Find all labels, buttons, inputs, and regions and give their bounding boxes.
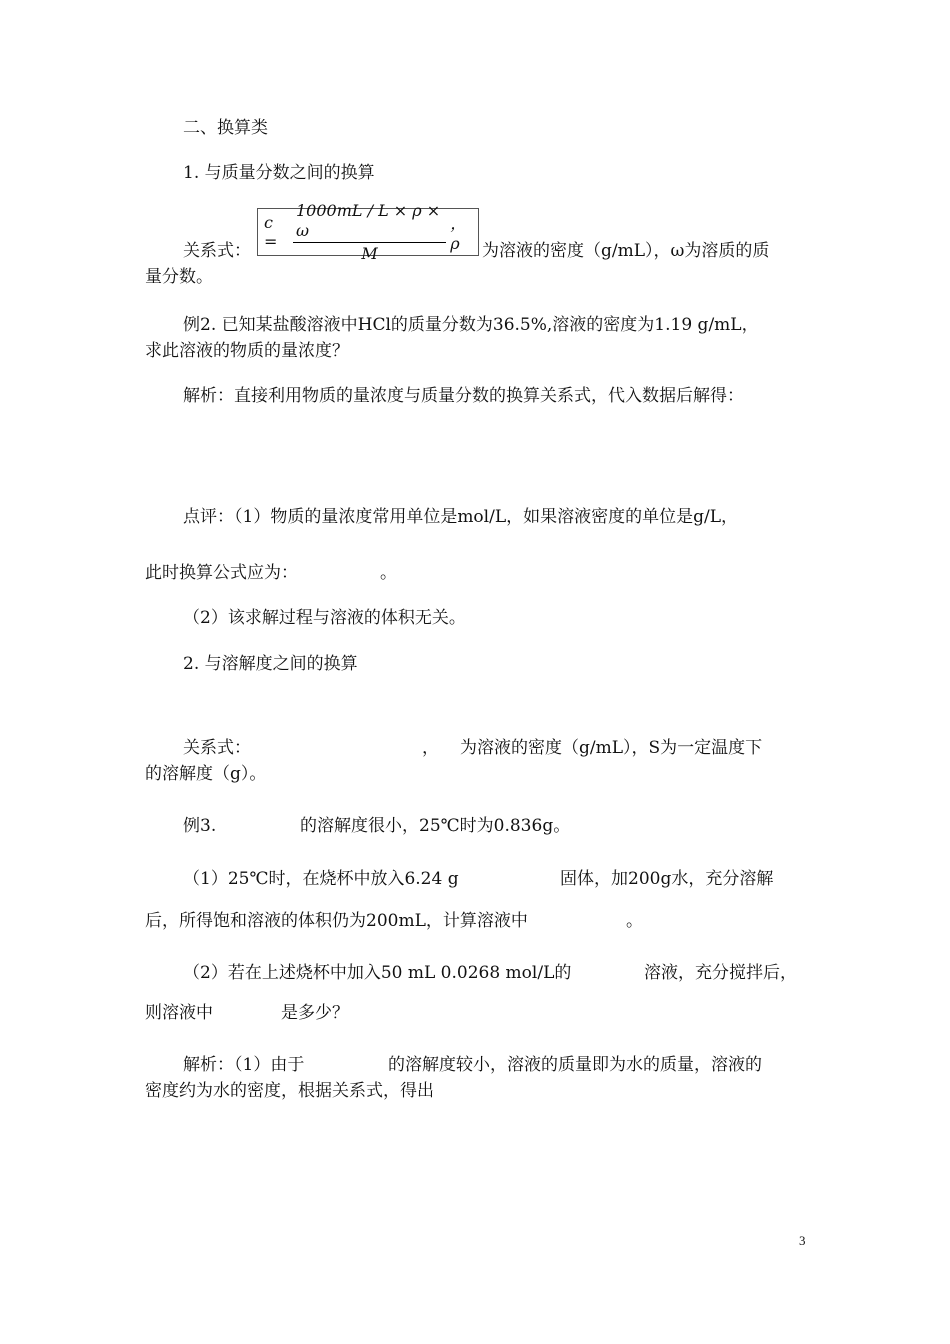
formula-fraction <box>293 201 446 264</box>
relation-label-1: 关系式： <box>183 241 251 261</box>
relation-text-1: 为溶液的密度（g/mL），ω为溶质的质 <box>482 241 770 261</box>
example3-p1-c: 后，所得饱和溶液的体积仍为200mL，计算溶液中 <box>145 911 528 931</box>
example3-p1-d: 。 <box>626 911 643 931</box>
comment-line1: 点评：（1）物质的量浓度常用单位是mol/L，如果溶液密度的单位是g/L， <box>183 507 739 527</box>
example3-p1-b: 固体，加200g水，充分溶解 <box>560 869 774 889</box>
formula-numerator: 1000mL / L × ρ × ω <box>293 201 446 243</box>
comment-line2-b: 。 <box>380 563 397 583</box>
page-number: 3 <box>799 1233 806 1248</box>
formula-tail: ， ρ <box>450 214 467 253</box>
section-heading: 二、换算类 <box>183 118 268 138</box>
example3-p2-c: 则溶液中 <box>145 1003 213 1023</box>
example3-text: 的溶解度很小，25℃时为0.836g。 <box>300 816 571 836</box>
example3-p2-a: （2）若在上述烧杯中加入50 mL 0.0268 mol/L的 <box>183 963 572 983</box>
mass-fraction-formula <box>257 200 479 263</box>
formula-lhs: c = <box>264 213 278 251</box>
subsection-2-heading: 2. 与溶解度之间的换算 <box>183 654 358 674</box>
example3-analysis-b: 的溶解度较小，溶液的质量即为水的质量，溶液的 <box>388 1055 762 1075</box>
example3-analysis-a: 解析：（1）由于 <box>183 1055 305 1075</box>
subsection-1-heading: 1. 与质量分数之间的换算 <box>183 163 375 183</box>
relation-mid-2: ， <box>422 738 439 758</box>
example2-analysis: 解析：直接利用物质的量浓度与质量分数的换算关系式，代入数据后解得： <box>183 386 744 406</box>
relation-text-2: 量分数。 <box>145 267 213 287</box>
example3-p1-a: （1）25℃时，在烧杯中放入6.24 g <box>183 869 459 889</box>
comment-line2-a: 此时换算公式应为： <box>145 563 298 583</box>
example3-p2-d: 是多少？ <box>281 1003 349 1023</box>
relation2-text-2: 的溶解度（g）。 <box>145 764 267 784</box>
example3-analysis-c: 密度约为水的密度，根据关系式，得出 <box>145 1081 434 1101</box>
relation-label-2: 关系式： <box>183 738 251 758</box>
formula-denominator: M <box>361 243 378 263</box>
example2-line2: 求此溶液的物质的量浓度？ <box>145 341 349 361</box>
example2-line1: 例2. 已知某盐酸溶液中HCl的质量分数为36.5%,溶液的密度为1.19 g/mL， <box>183 315 759 335</box>
relation2-text-1: 为溶液的密度（g/mL），S为一定温度下 <box>460 738 763 758</box>
comment-line3: （2）该求解过程与溶液的体积无关。 <box>183 608 466 628</box>
example3-p2-b: 溶液，充分搅拌后， <box>644 963 797 983</box>
example3-label: 例3. <box>183 816 217 836</box>
